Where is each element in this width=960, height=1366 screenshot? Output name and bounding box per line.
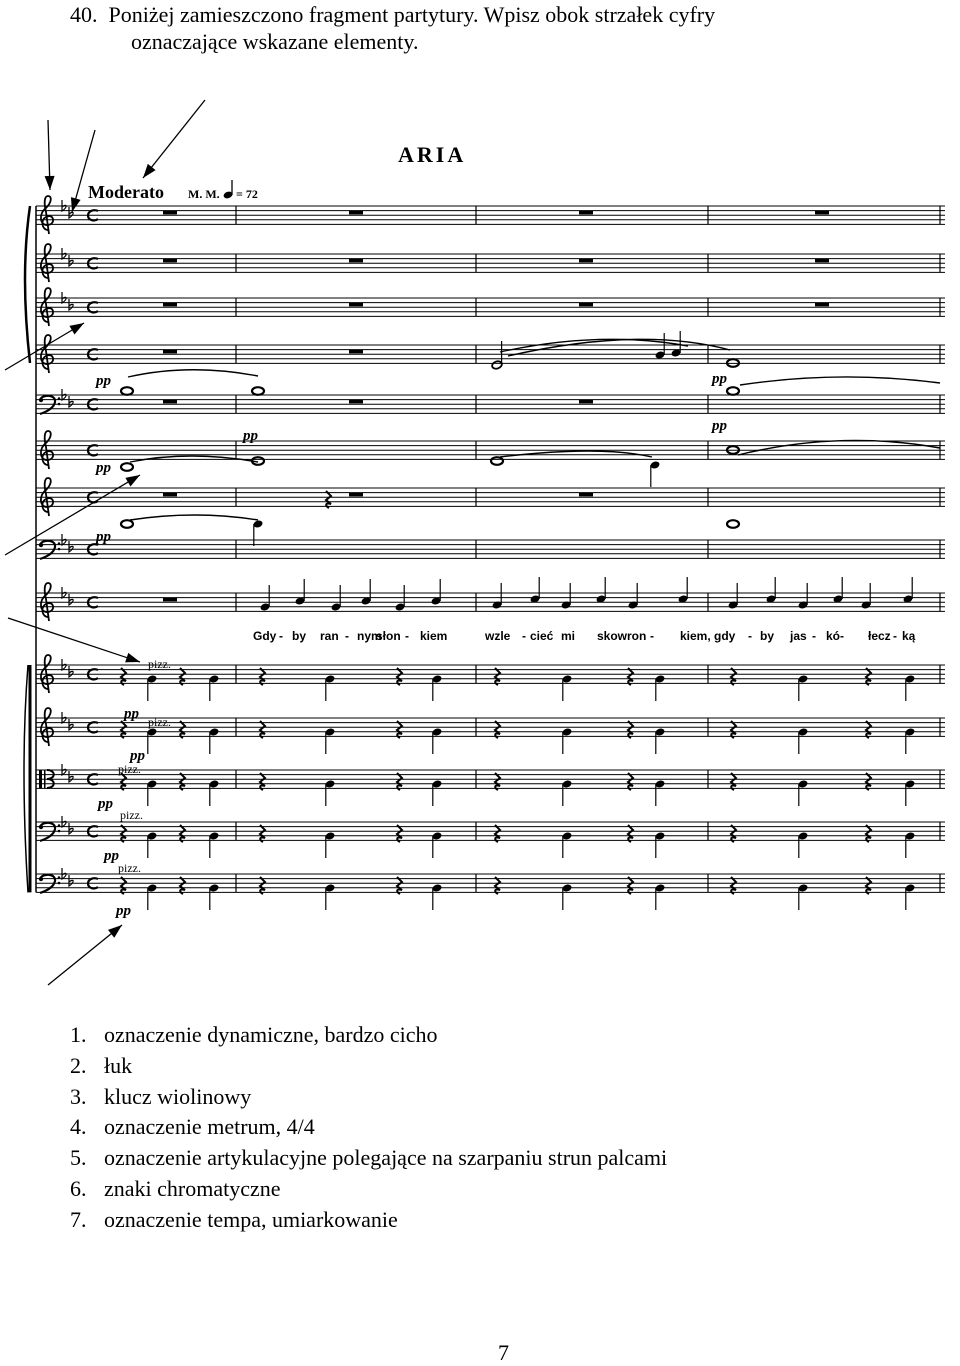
whole-rest bbox=[349, 400, 363, 404]
lyric-syllable: kiem bbox=[420, 629, 448, 643]
answer-number: 1. bbox=[70, 1022, 87, 1047]
dynamic-pp: pp bbox=[96, 460, 111, 476]
whole-rest bbox=[579, 259, 593, 263]
quarter-rest bbox=[397, 877, 402, 894]
whole-rest bbox=[349, 259, 363, 263]
whole-note bbox=[252, 387, 264, 395]
lyric-syllable: nym bbox=[357, 629, 382, 643]
quarter-rest bbox=[397, 773, 402, 790]
answer-item bbox=[70, 1082, 667, 1113]
whole-rest bbox=[163, 400, 177, 404]
whole-rest bbox=[579, 493, 593, 497]
whole-rest bbox=[163, 211, 177, 215]
question-line-2: oznaczające wskazane elementy. bbox=[131, 29, 419, 54]
lyric-syllable: cieć bbox=[530, 629, 554, 643]
score-excerpt bbox=[0, 95, 960, 990]
quarter-rest bbox=[866, 721, 871, 738]
lyric-syllable: mi bbox=[561, 629, 576, 643]
quarter-rest bbox=[495, 721, 500, 738]
whole-rest bbox=[349, 211, 363, 215]
pizzicato-mark: pizz. bbox=[118, 861, 141, 875]
quarter-rest bbox=[628, 721, 633, 738]
quarter-rest bbox=[121, 668, 126, 685]
quarter-rest bbox=[180, 773, 185, 790]
answer-item bbox=[70, 1143, 667, 1174]
answer-list bbox=[70, 1020, 667, 1236]
lyrics-line bbox=[253, 629, 916, 643]
quarter-rest bbox=[180, 668, 185, 685]
page-number: 7 bbox=[498, 1340, 509, 1365]
quarter-rest bbox=[260, 773, 265, 790]
slur bbox=[738, 440, 940, 455]
answer-number: 2. bbox=[70, 1052, 87, 1078]
answer-item bbox=[70, 1174, 667, 1205]
lyric-syllable: - bbox=[345, 629, 349, 643]
metronome-value: = 72 bbox=[236, 187, 258, 201]
whole-rest bbox=[163, 598, 177, 602]
answer-text: oznaczenie tempa, umiarkowanie bbox=[104, 1206, 398, 1232]
dynamic-pp: pp bbox=[712, 418, 727, 434]
dynamic-pp: pp bbox=[130, 748, 145, 764]
whole-rest bbox=[349, 350, 363, 354]
bass-clef-icon bbox=[39, 396, 61, 414]
quarter-rest bbox=[731, 668, 736, 685]
lyric-syllable: by bbox=[292, 629, 307, 643]
dynamic-pp: pp bbox=[104, 848, 119, 864]
quarter-rest bbox=[180, 825, 185, 842]
quarter-rest bbox=[121, 877, 126, 894]
quarter-rest bbox=[731, 721, 736, 738]
quarter-rest bbox=[121, 721, 126, 738]
quarter-rest bbox=[628, 825, 633, 842]
lyric-syllable: - bbox=[840, 629, 844, 643]
quarter-rest bbox=[628, 877, 633, 894]
lyric-syllable: ką bbox=[902, 629, 916, 643]
slur bbox=[508, 339, 730, 356]
dynamic-pp: pp bbox=[712, 371, 727, 387]
quarter-rest bbox=[121, 825, 126, 842]
bass-clef-icon bbox=[39, 875, 61, 893]
pizzicato-mark: pizz. bbox=[118, 762, 141, 776]
quarter-rest bbox=[180, 877, 185, 894]
answer-text: znaki chromatyczne bbox=[104, 1175, 281, 1201]
lyric-syllable: kó bbox=[826, 629, 841, 643]
quarter-rest bbox=[397, 668, 402, 685]
answer-item bbox=[70, 1205, 667, 1236]
pizzicato-mark: pizz. bbox=[148, 657, 171, 671]
quarter-rest bbox=[866, 877, 871, 894]
quarter-rest bbox=[326, 491, 331, 508]
quarter-rest bbox=[866, 773, 871, 790]
answer-number: 4. bbox=[70, 1114, 87, 1140]
quarter-rest bbox=[397, 721, 402, 738]
whole-rest bbox=[815, 211, 829, 215]
quarter-rest bbox=[628, 773, 633, 790]
lyric-syllable: Gdy bbox=[253, 629, 277, 643]
whole-note bbox=[121, 463, 133, 471]
answer-text: oznaczenie dynamiczne, bardzo cicho bbox=[104, 1022, 438, 1047]
quarter-rest bbox=[495, 877, 500, 894]
whole-rest bbox=[163, 350, 177, 354]
lyric-syllable: łecz bbox=[868, 629, 891, 643]
slur bbox=[500, 451, 652, 457]
brace bbox=[25, 206, 30, 363]
lyric-syllable: - bbox=[279, 629, 283, 643]
quarter-rest bbox=[495, 825, 500, 842]
bass-clef-icon bbox=[39, 823, 61, 841]
whole-note bbox=[121, 520, 133, 528]
score-title: ARIA bbox=[398, 142, 467, 167]
quarter-rest bbox=[260, 668, 265, 685]
slur bbox=[740, 377, 940, 385]
quarter-rest bbox=[260, 825, 265, 842]
lyric-syllable: jas bbox=[790, 629, 807, 643]
dynamic-pp: pp bbox=[98, 796, 113, 812]
arrow-icon bbox=[8, 618, 140, 662]
question-text: Poniżej zamieszczono fragment partytury. Wpisz obok strzałek cyfry bbox=[108, 2, 716, 27]
slur bbox=[128, 370, 258, 377]
lyric-syllable: gdy bbox=[714, 629, 736, 643]
answer-number: 5. bbox=[70, 1145, 87, 1171]
answer-text: oznaczenie metrum, 4/4 bbox=[104, 1114, 315, 1140]
answer-item bbox=[70, 1051, 667, 1082]
arrow-icon bbox=[5, 475, 140, 555]
whole-rest bbox=[815, 303, 829, 307]
quarter-rest bbox=[260, 721, 265, 738]
lyric-syllable: by bbox=[760, 629, 775, 643]
arrow-icon bbox=[45, 120, 55, 190]
tempo-marking: Moderato bbox=[88, 182, 164, 202]
quarter-rest bbox=[397, 825, 402, 842]
quarter-rest bbox=[628, 668, 633, 685]
quarter-rest bbox=[866, 668, 871, 685]
lyric-syllable: - bbox=[748, 629, 752, 643]
question-number: 40. bbox=[70, 2, 98, 27]
dynamic-pp: pp bbox=[243, 428, 258, 444]
pizzicato-mark: pizz. bbox=[148, 715, 171, 729]
whole-rest bbox=[349, 303, 363, 307]
lyric-syllable: - bbox=[522, 629, 526, 643]
lyric-syllable: - bbox=[405, 629, 409, 643]
dynamic-pp: pp bbox=[124, 706, 139, 722]
answer-number: 7. bbox=[70, 1206, 87, 1232]
quarter-rest bbox=[495, 773, 500, 790]
whole-rest bbox=[163, 259, 177, 263]
whole-rest bbox=[163, 493, 177, 497]
lyric-syllable: - bbox=[812, 629, 816, 643]
whole-note bbox=[491, 457, 503, 465]
pizzicato-mark: pizz. bbox=[120, 808, 143, 822]
slur bbox=[130, 515, 258, 520]
dynamic-pp: pp bbox=[96, 373, 111, 389]
answer-item bbox=[70, 1020, 667, 1051]
metronome-label: M. M. bbox=[188, 187, 220, 201]
question-line-1 bbox=[70, 2, 715, 28]
answer-text: klucz wiolinowy bbox=[104, 1083, 252, 1109]
whole-rest bbox=[579, 303, 593, 307]
answer-number: 6. bbox=[70, 1175, 87, 1201]
lyric-syllable: wzle bbox=[485, 629, 511, 643]
lyric-syllable: słon bbox=[376, 629, 401, 643]
answer-text: oznaczenie artykulacyjne polegające na szarpaniu strun palcami bbox=[104, 1145, 668, 1171]
quarter-rest bbox=[731, 773, 736, 790]
lyric-syllable: kiem, bbox=[680, 629, 711, 643]
bracket-curve bbox=[24, 665, 28, 892]
answer-text: łuk bbox=[104, 1052, 133, 1078]
dynamic-pp: pp bbox=[96, 529, 111, 545]
quarter-rest bbox=[495, 668, 500, 685]
quarter-rest bbox=[866, 825, 871, 842]
answer-number: 3. bbox=[70, 1083, 87, 1109]
notes bbox=[121, 211, 915, 910]
quarter-rest bbox=[731, 825, 736, 842]
whole-rest bbox=[579, 211, 593, 215]
quarter-rest bbox=[260, 877, 265, 894]
whole-rest bbox=[349, 493, 363, 497]
lyric-syllable: - bbox=[650, 629, 654, 643]
lyric-syllable: ran bbox=[320, 629, 339, 643]
lyric-syllable: - bbox=[893, 629, 897, 643]
whole-note bbox=[121, 387, 133, 395]
quarter-rest bbox=[180, 721, 185, 738]
whole-rest bbox=[579, 400, 593, 404]
arrow-icon bbox=[48, 925, 122, 985]
whole-note bbox=[727, 387, 739, 395]
staff-lines bbox=[36, 206, 945, 892]
lyric-syllable: skowron bbox=[597, 629, 647, 643]
dynamic-pp: pp bbox=[116, 903, 131, 919]
whole-rest bbox=[815, 259, 829, 263]
whole-note bbox=[727, 520, 739, 528]
bass-clef-icon bbox=[39, 541, 61, 559]
quarter-rest bbox=[731, 877, 736, 894]
whole-rest bbox=[163, 303, 177, 307]
answer-item bbox=[70, 1112, 667, 1143]
pizzicato-markings bbox=[118, 657, 171, 875]
quarter-note-icon bbox=[223, 180, 234, 200]
arrow-icon bbox=[143, 100, 205, 178]
